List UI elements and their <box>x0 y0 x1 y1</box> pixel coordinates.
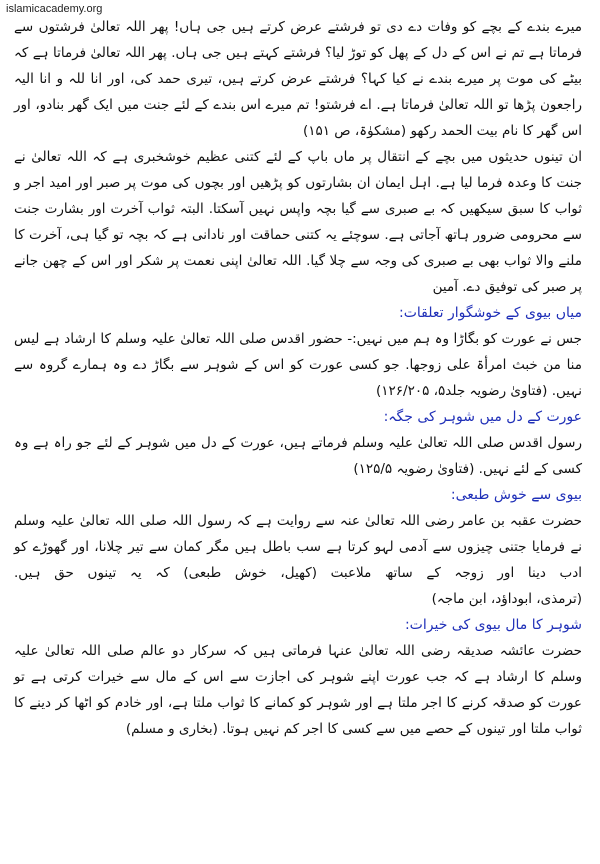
intro-text: میرے بندے کے بچے کو وفات دے دی تو فرشتے عرض کرتے ہیں جی ہاں! پھر اللہ تعالیٰ فرشتوں سے فرماتا ہے تم نے اس کے دل کے پھل کو توڑ لیا؟ فرشتے کہتے ہیں جی ہاں. پھر اللہ تعالیٰ فرماتا ہے کہ بیٹے کی موت پر میرے بندے نے کیا کہا؟ فرشتے عرض کرتے ہیں، تیری حمد کی، اور انا للہ و انا الیہ راجعون پڑھا تو اللہ تعالیٰ فرماتا ہے. اے فرشتو! تم میرے اس بندے کے لئے جنت میں ایک گھر بنادو، اور اس گھر کا نام بیت الحمد رکھو <box>14 19 582 139</box>
intro-reference: (مشکوٰۃ، ص ۱۵۱) <box>302 123 407 139</box>
spouses-text: جس نے عورت کو بگاڑا وہ ہم میں نہیں:- حضور اقدس صلی اللہ تعالیٰ علیہ وسلم کا ارشاد ہے لیس منا من خبث امرأۃ علی زوجھا. جو کسی عورت کو اس کے شوہر سے بگاڑ دے وہ ہمارے گروہ سے نہیں. <box>14 331 582 399</box>
heading-spouses: میاں بیوی کے خوشگوار تعلقات: <box>398 305 582 321</box>
spouses-reference: (فتاویٰ رضویہ جلد۵، ۱۲۶/۲۰۵) <box>376 383 548 399</box>
heading-charity: شوہر کا مال بیوی کی خیرات: <box>404 617 582 633</box>
play-wife-text: حضرت عقبہ بن عامر رضی اللہ تعالیٰ عنہ سے روایت ہے کہ رسول اللہ صلی اللہ تعالیٰ علیہ وسلم نے فرمایا جتنی چیزوں سے آدمی لہو کرتا ہے سب باطل ہیں مگر کمان سے تیر چلانا، اور گھوڑے کو ادب دینا اور زوجہ کے ساتھ ملاعبت (کھیل، خوش طبعی) کہ یہ تینوں حق ہیں. <box>14 513 582 581</box>
play-wife-reference: (ترمذی، ابوداؤد، ابن ماجہ) <box>431 591 582 607</box>
charity-text: حضرت عائشہ صدیقہ رضی اللہ تعالیٰ عنہا فرماتی ہیں کہ سرکار دو عالم صلی اللہ تعالیٰ علیہ وسلم کا ارشاد ہے کہ جب عورت اپنے شوہر کی اجازت سے اس کے مال سے خیرات کرتی ہے تو عورت کو صدقہ کرنے کا اجر ملتا ہے اور شوہر کو کمانے کا ثواب ملتا ہے، اور خادم کو اٹھا کر دینے کا ثواب ملتا اور تینوں کے حصے میں سے کسی کا اجر کم نہیں ہوتا. <box>14 643 582 737</box>
charity-reference: (بخاری و مسلم) <box>125 721 218 737</box>
spouses-paragraph <box>14 326 582 404</box>
heading-play-wife: بیوی سے خوش طبعی: <box>450 487 582 503</box>
charity-paragraph <box>14 638 582 742</box>
heading-husband-place: عورت کے دل میں شوہر کی جگہ: <box>383 409 582 425</box>
husband-place-paragraph <box>14 430 582 482</box>
document-page <box>14 14 582 742</box>
play-wife-paragraph <box>14 508 582 612</box>
husband-place-text: رسول اقدس صلی اللہ تعالیٰ علیہ وسلم فرماتے ہیں، عورت کے دل میں شوہر کے لئے جو راہ ہے وہ کسی کے لئے نہیں. <box>14 435 582 477</box>
husband-place-reference: (فتاویٰ رضویہ ۱۲۵/۵) <box>353 461 475 477</box>
site-watermark: islamicacademy.org <box>6 3 103 15</box>
intro-paragraph <box>14 14 582 144</box>
commentary-paragraph: ان تینوں حدیثوں میں بچے کے انتقال پر ماں باپ کے لئے کتنی عظیم خوشخبری ہے کہ اللہ تعالیٰ نے جنت کا وعدہ فرما لیا ہے. اہل ایمان ان بشارتوں کو پڑھیں اور بچوں کی موت پر صبر اور امید اجر و ثواب کا سبق سیکھیں کہ بے صبری سے گیا بچہ واپس نہیں آسکتا. البتہ ثواب آخرت اور بشارت جنت سے محرومی ضرور ہاتھ آجاتی ہے. سوچئے یہ کتنی حماقت اور نادانی ہے کہ بچہ تو گیا ہی، آخرت کا ملنے والا ثواب بھی بے صبری کی وجہ سے چلا گیا. اللہ تعالیٰ اپنی نعمت پر شکر اور اس کے چھن جانے پر صبر کی توفیق دے. آمین <box>14 149 582 295</box>
